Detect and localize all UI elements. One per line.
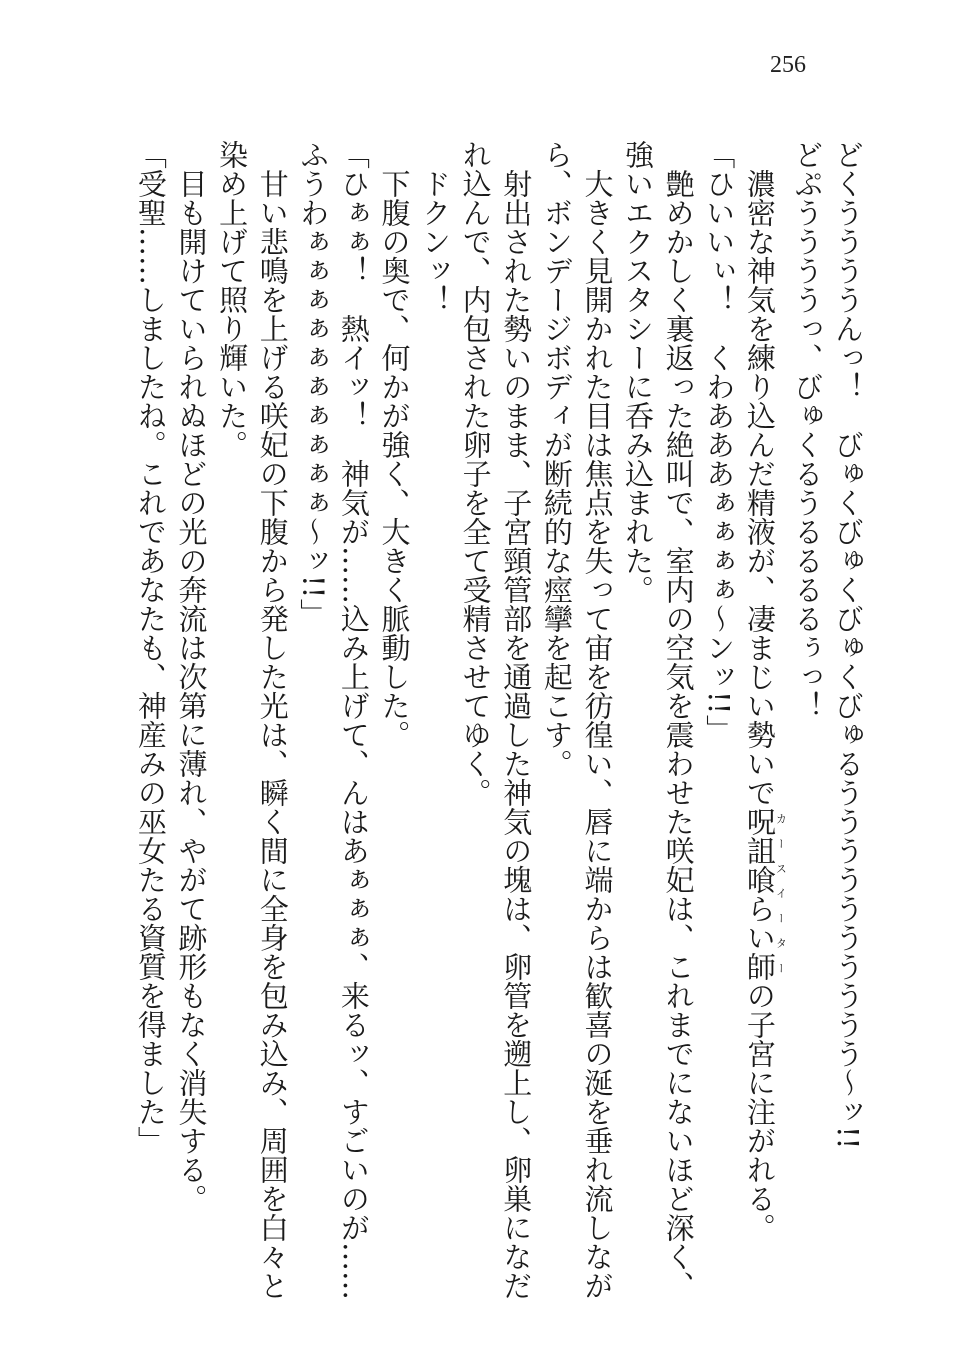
text-line-12: 下腹の奥で、何かが強く、大きく脈動した。 xyxy=(377,140,412,749)
text-line-17: 目も開けていられぬほどの光の奔流は次第に薄れ、やがて跡形もなく消失する。 xyxy=(174,140,209,1213)
text-line-10: れ込んで、内包された卵子を全て受精させてゆく。 xyxy=(458,140,493,807)
text-line-9: 射出された勢いのまま、子宮頸管部を通過した神気の塊は、卵管を遡上し、卵巣になだ xyxy=(499,140,534,1300)
text-line-11: ドクンッ！ xyxy=(418,140,453,314)
text-line-3 xyxy=(739,140,787,1270)
text-line-15: 甘い悲鳴を上げる咲妃の下腹から発した光は、瞬く間に全身を包み込み、周囲を白々と xyxy=(255,140,290,1300)
text-line-7: 大きく見開かれた目は焦点を失って宙を彷徨い、唇に端からは歓喜の涎を垂れ流しなが xyxy=(580,140,615,1300)
text-line-16: 染め上げて照り輝いた。 xyxy=(215,140,250,459)
text-line-2: どぷううううっ、びゅくるうるるるるぅっ！ xyxy=(790,140,825,720)
text-line-14: ふうわぁぁぁぁぁぁぁぁぁぁ〜ッ!!」 xyxy=(296,140,331,628)
text-line-3-lead: 濃密な神気を練り込んだ精液が、凄まじい勢いで xyxy=(742,140,777,807)
text-line-1: どくううううんっ！ びゅくびゅくびゅくびゅるうううううううううう〜ッ!! xyxy=(831,140,865,1150)
text-line-4: 「ひいいぃ！ くわあああぁぁぁぁ〜ンッ!!」 xyxy=(702,140,737,744)
ruby-curse-eater xyxy=(742,807,788,981)
text-line-13: 「ひぁぁ！ 熱イッ！ 神気が……込み上げて、んはあぁぁぁ、来るッ、すごいのが…… xyxy=(336,140,371,1300)
text-line-6: 強いエクスタシーに呑み込まれた。 xyxy=(621,140,656,604)
text-line-5: 艶めかしく裏返った絶叫で、室内の空気を震わせた咲妃は、これまでにないほど深く、 xyxy=(661,140,696,1300)
text-line-8: ら、ボンデージボディが断続的な痙攣を起こす。 xyxy=(539,140,574,778)
text-line-18: 「受聖……しましたね。これであなたも、神産みの巫女たる資質を得ました」 xyxy=(133,140,168,1155)
page-number: 256 xyxy=(770,52,806,78)
vertical-text-body xyxy=(133,140,868,1300)
text-line-3-tail: の子宮に注がれる。 xyxy=(742,981,777,1242)
ruby-reading: カースイーター xyxy=(774,807,788,981)
ruby-base: 呪詛喰らい師 xyxy=(742,807,777,981)
